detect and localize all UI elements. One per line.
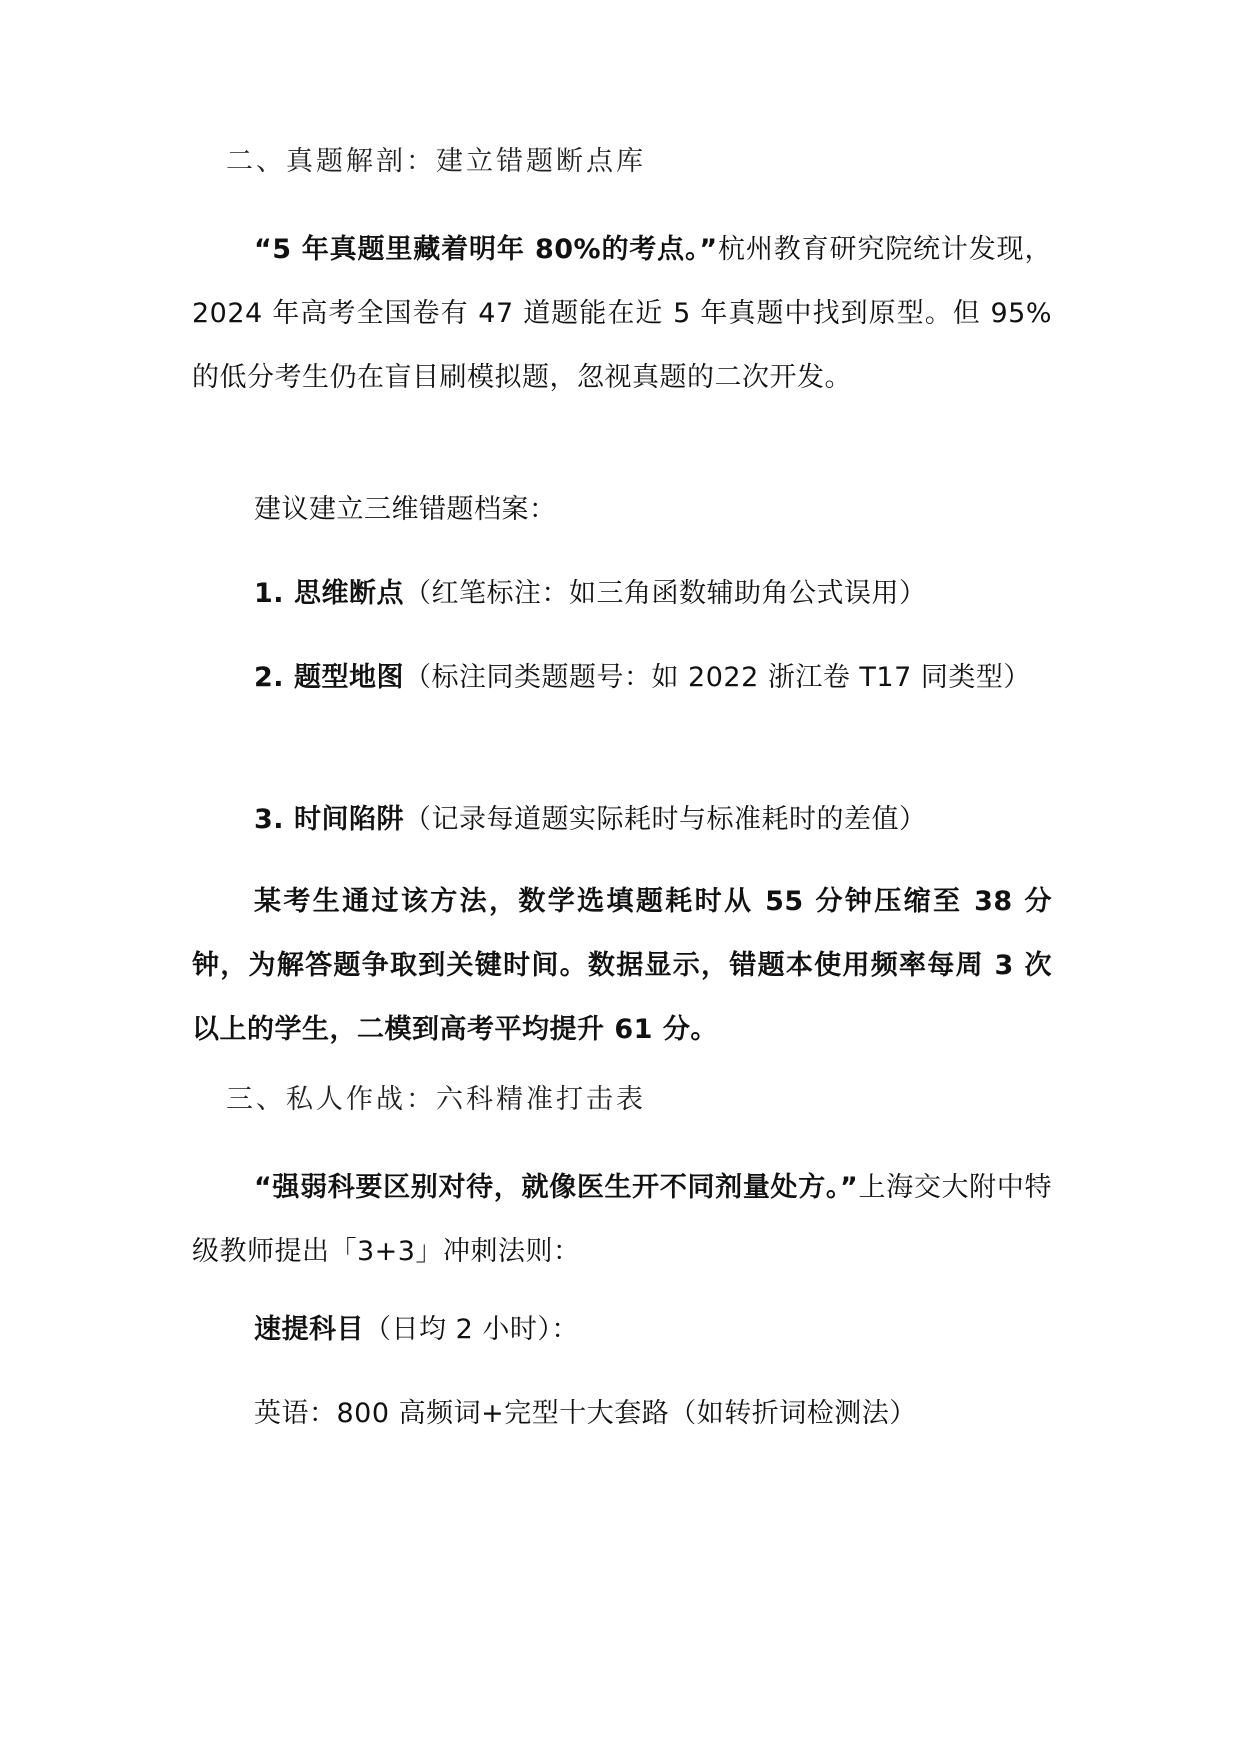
section-3-quote: “强弱科要区别对待，就像医生开不同剂量处方。” xyxy=(254,1172,859,1203)
section-2-quote: “5 年真题里藏着明年 80%的考点。” xyxy=(254,234,718,265)
list-item-detail: （标注同类题题号：如 2022 浙江卷 T17 同类型） xyxy=(403,662,1031,693)
fast-subjects-detail: （日均 2 小时）： xyxy=(364,1314,579,1345)
list-item-label: 1. 思维断点 xyxy=(254,578,404,609)
section-2-intro-paragraph xyxy=(192,218,1052,474)
list-item-label: 2. 题型地图 xyxy=(254,662,404,693)
section-2-heading: 二、真题解剖：建立错题断点库 xyxy=(226,146,646,177)
list-item xyxy=(192,646,1052,774)
section-3-heading: 三、私人作战：六科精准打击表 xyxy=(226,1084,646,1115)
result-paragraph: 某考生通过该方法，数学选填题耗时从 55 分钟压缩至 38 分钟，为解答题争取到关键时间。数据显示，错题本使用频率每周 3 次以上的学生，二模到高考平均提升 61 分。 xyxy=(192,886,1052,1045)
section-3-intro-text: 上海交大附中特级教师提出「3+3」冲刺法则： xyxy=(192,1172,1053,1267)
fast-subjects-label: 速提科目 xyxy=(254,1314,364,1345)
section-2-intro-text: 杭州教育研究院统计发现，2024 年高考全国卷有 47 道题能在近 5 年真题中找到原型。但 95%的低分考生仍在盲目刷模拟题，忽视真题的二次开发。 xyxy=(192,234,1053,393)
list-item-detail: （记录每道题实际耗时与标准耗时的差值） xyxy=(403,804,927,835)
section-3-intro-paragraph xyxy=(192,1156,1052,1284)
suggestion-text: 建议建立三维错题档案： xyxy=(254,494,557,525)
fast-subjects-line xyxy=(192,1298,1052,1362)
list-item-detail: （红笔标注：如三角函数辅助角公式误用） xyxy=(403,578,927,609)
list-item xyxy=(192,788,1052,852)
english-line: 英语：800 高频词+完型十大套路（如转折词检测法） xyxy=(254,1398,917,1429)
list-item xyxy=(192,562,1052,626)
list-item-label: 3. 时间陷阱 xyxy=(254,804,404,835)
